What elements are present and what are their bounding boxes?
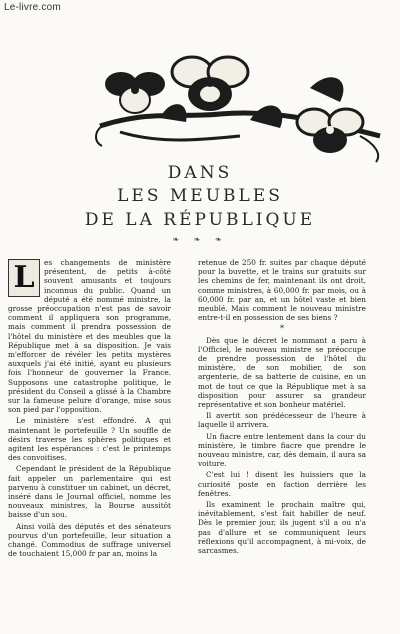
drop-cap: L bbox=[8, 259, 40, 297]
paragraph-text: es changements de ministère présentent, de petits à-côté souvent amusants et toujours inconnus du public. Quand un député a été nommé ministre, la grosse préoccupation n'est pas de savoir comment il appliquera son programme, mais comment il prendra possession de l'hôtel du ministère et des meubles que la République met à sa disposition. Je vais m'efforcer de révéler les petits mystères auxquels j'ai été initié, ayant eu plusieurs fois l'honneur de gouverner la France. Supposons une catastrophe politique, le président du Conseil a glissé à la Chambre sur la fameuse pelure d'orange, mise sous son pied par l'opposition. bbox=[8, 258, 171, 415]
paragraph bbox=[8, 258, 171, 414]
text-column-left bbox=[8, 258, 171, 626]
paragraph: Il avertit son prédécesseur de l'heure à laquelle il arrivera. bbox=[198, 411, 366, 430]
headline-line-3: DE LA RÉPUBLIQUE bbox=[84, 210, 316, 230]
text-column-right bbox=[198, 258, 366, 626]
fleuron-divider: ❧ ❧ ❧ bbox=[172, 235, 228, 244]
paragraph: Ils examinent le prochain maître qui, inévitablement, s'est fait habiller de neuf. Dès le premier jour, ils jugent s'il a ou n'a pas d'allure et se communiquent leurs réflexions qu'il accompagnent, à mi-voix, de sarcasmes. bbox=[198, 500, 366, 556]
paragraph: retenue de 250 fr. suites par chaque député pour la buvette, et le trains sur gratuits sur les chemins de fer, maintenant ils ont droit, comme ministres, à 60,000 fr. par mois, ou à 60,000 fr. par an, et un hôtel vaste et bien meublé. Mais comment le nouveau ministre entre-t-il en possession de ses biens ? bbox=[198, 258, 366, 323]
article-headline bbox=[0, 163, 400, 231]
paragraph: Dès que le décret le nommant a paru à l'Officiel, le nouveau ministre se préoccupe de prendre possession de l'hôtel du ministère, de son mobilier, de son argenterie, de sa batterie de cuisine, en un mot de tout ce que la République met à sa disposition pour assurer sa grandeur représentative et son bonheur matériel. bbox=[198, 335, 366, 410]
headline-line-1: DANS bbox=[167, 163, 233, 183]
paragraph: Le ministère s'est effondré. A qui maintenant le portefeuille ? Un souffle de désirs traverse les sphères politiques et agitent les espérances : c'est le printemps des convoitises. bbox=[8, 416, 171, 463]
paragraph: Cependant le président de la République fait appeler un parlementaire qui est parvenu à constituer un cabinet, un décret, inséré dans le Journal officiel, nomme les nouveaux ministres, la Bourse aussitôt baisse d'un sou. bbox=[8, 464, 171, 520]
floral-ornament-icon bbox=[90, 48, 390, 166]
section-star-icon: * bbox=[280, 324, 284, 334]
headline-line-2: LES MEUBLES bbox=[117, 186, 283, 206]
paragraph: Un fiacre entre lentement dans la cour du ministère, le timbre fiacre que prendre le nouveau ministre, car, dès demain, il aura sa voiture. bbox=[198, 431, 366, 469]
paragraph: Ainsi voilà des députés et des sénateurs pourvus d'un portefeuille, leur situation a changé. Commodius de suffrage universel de touchaient 15,000 fr par an, moins la bbox=[8, 521, 171, 559]
paragraph: C'est lui ! disent les huissiers que la curiosité poste en faction derrière les fenêtres. bbox=[198, 470, 366, 498]
watermark: Le-livre.com bbox=[4, 2, 61, 13]
